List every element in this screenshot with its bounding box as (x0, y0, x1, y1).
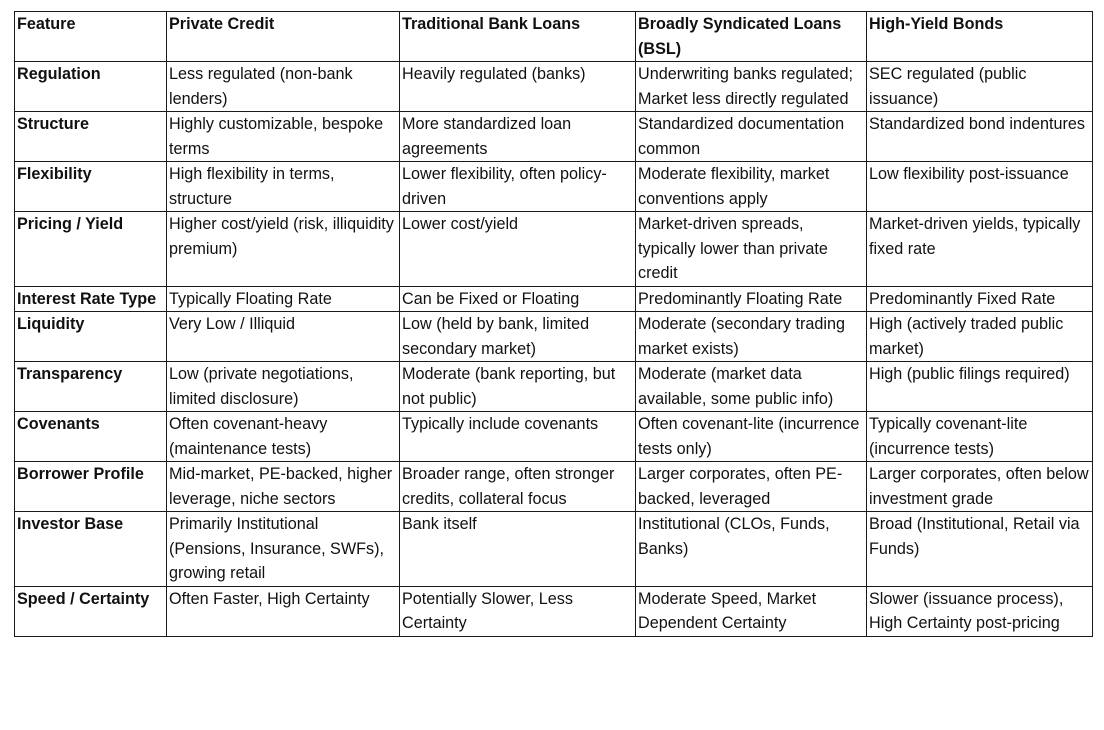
row-feature-cell: Borrower Profile (15, 462, 167, 512)
table-cell: Broader range, often stronger credits, collateral focus (400, 462, 636, 512)
table-cell: Mid-market, PE-backed, higher leverage, niche sectors (167, 462, 400, 512)
table-cell: Market-driven yields, typically fixed rate (867, 212, 1093, 287)
table-row (15, 362, 1093, 412)
table-cell: Low (held by bank, limited secondary market) (400, 312, 636, 362)
row-feature-cell: Liquidity (15, 312, 167, 362)
table-cell: Market-driven spreads, typically lower than private credit (636, 212, 867, 287)
table-cell: High (public filings required) (867, 362, 1093, 412)
header-high-yield-bonds: High-Yield Bonds (867, 12, 1093, 62)
row-feature-cell: Pricing / Yield (15, 212, 167, 287)
table-cell: Lower flexibility, often policy-driven (400, 162, 636, 212)
table-cell: Slower (issuance process), High Certainty post-pricing (867, 586, 1093, 636)
table-cell: Can be Fixed or Floating (400, 286, 636, 312)
table-row (15, 212, 1093, 287)
table-cell: Standardized bond indentures (867, 112, 1093, 162)
table-cell: Institutional (CLOs, Funds, Banks) (636, 512, 867, 587)
table-cell: Underwriting banks regulated; Market less directly regulated (636, 62, 867, 112)
table-cell: Bank itself (400, 512, 636, 587)
table-cell: Less regulated (non-bank lenders) (167, 62, 400, 112)
row-feature-cell: Speed / Certainty (15, 586, 167, 636)
table-cell: Typically Floating Rate (167, 286, 400, 312)
row-feature-cell: Interest Rate Type (15, 286, 167, 312)
table-cell: Predominantly Floating Rate (636, 286, 867, 312)
table-cell: High (actively traded public market) (867, 312, 1093, 362)
row-feature-cell: Regulation (15, 62, 167, 112)
table-cell: Primarily Institutional (Pensions, Insurance, SWFs), growing retail (167, 512, 400, 587)
row-feature-cell: Transparency (15, 362, 167, 412)
table-row (15, 62, 1093, 112)
table-cell: Moderate flexibility, market conventions apply (636, 162, 867, 212)
comparison-table-container (14, 11, 1093, 637)
table-cell: Very Low / Illiquid (167, 312, 400, 362)
table-cell: SEC regulated (public issuance) (867, 62, 1093, 112)
header-traditional-bank-loans: Traditional Bank Loans (400, 12, 636, 62)
credit-comparison-table (14, 11, 1093, 637)
table-header-row (15, 12, 1093, 62)
table-row (15, 112, 1093, 162)
table-row (15, 162, 1093, 212)
table-cell: Larger corporates, often PE-backed, leveraged (636, 462, 867, 512)
table-cell: Higher cost/yield (risk, illiquidity premium) (167, 212, 400, 287)
table-row (15, 512, 1093, 587)
table-cell: Typically covenant-lite (incurrence tests) (867, 412, 1093, 462)
row-feature-cell: Flexibility (15, 162, 167, 212)
table-row (15, 312, 1093, 362)
table-cell: Predominantly Fixed Rate (867, 286, 1093, 312)
table-cell: Heavily regulated (banks) (400, 62, 636, 112)
table-cell: Typically include covenants (400, 412, 636, 462)
table-row (15, 462, 1093, 512)
table-row (15, 586, 1093, 636)
table-cell: High flexibility in terms, structure (167, 162, 400, 212)
row-feature-cell: Structure (15, 112, 167, 162)
table-cell: Broad (Institutional, Retail via Funds) (867, 512, 1093, 587)
table-cell: Lower cost/yield (400, 212, 636, 287)
table-cell: Often Faster, High Certainty (167, 586, 400, 636)
table-row (15, 412, 1093, 462)
table-cell: Potentially Slower, Less Certainty (400, 586, 636, 636)
table-cell: Moderate (secondary trading market exists) (636, 312, 867, 362)
header-private-credit: Private Credit (167, 12, 400, 62)
table-cell: Moderate Speed, Market Dependent Certainty (636, 586, 867, 636)
table-cell: Standardized documentation common (636, 112, 867, 162)
table-cell: Low (private negotiations, limited disclosure) (167, 362, 400, 412)
header-feature: Feature (15, 12, 167, 62)
table-cell: Often covenant-heavy (maintenance tests) (167, 412, 400, 462)
table-row (15, 286, 1093, 312)
header-bsl: Broadly Syndicated Loans (BSL) (636, 12, 867, 62)
row-feature-cell: Covenants (15, 412, 167, 462)
table-cell: More standardized loan agreements (400, 112, 636, 162)
table-cell: Larger corporates, often below investment grade (867, 462, 1093, 512)
table-cell: Often covenant-lite (incurrence tests only) (636, 412, 867, 462)
table-cell: Low flexibility post-issuance (867, 162, 1093, 212)
table-cell: Highly customizable, bespoke terms (167, 112, 400, 162)
table-cell: Moderate (bank reporting, but not public) (400, 362, 636, 412)
table-cell: Moderate (market data available, some public info) (636, 362, 867, 412)
row-feature-cell: Investor Base (15, 512, 167, 587)
